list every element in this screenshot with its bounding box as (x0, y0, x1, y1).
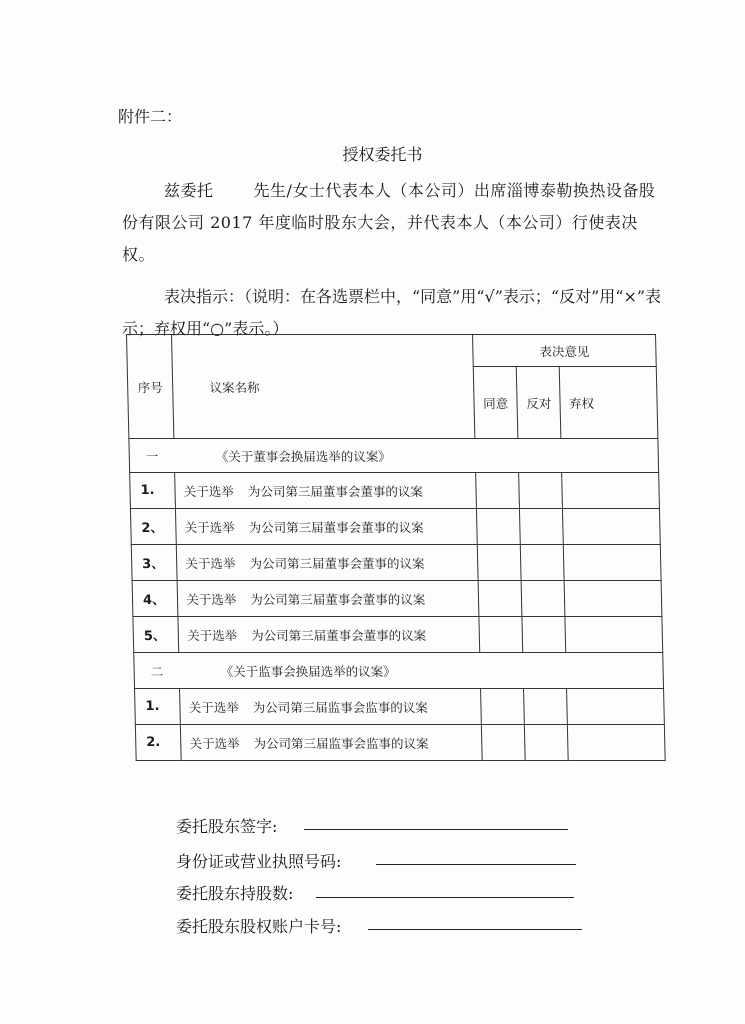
agree-cell[interactable] (476, 509, 520, 545)
oppose-cell[interactable] (519, 473, 563, 509)
oppose-cell[interactable] (521, 581, 565, 617)
seq-header: 序号 (127, 335, 175, 439)
table-row: 5、 关于选举 为公司第三届董事会董事的议案 (133, 617, 663, 653)
document-title: 授权委托书 (342, 145, 423, 164)
abstain-header: 弃权 (560, 367, 658, 439)
account-number-label: 委托股东股权账户卡号: (176, 917, 342, 936)
vote-instruction-paragraph: 表决指示：（说明：在各选票栏中，“同意”用“√”表示；“反对”用“×”表示；弃权用“○”表示。） (122, 287, 662, 338)
agree-cell[interactable] (476, 473, 520, 509)
section-supervisory: 二 《关于监事会换届选举的议案》 (134, 653, 664, 689)
agree-header: 同意 (473, 367, 518, 439)
oppose-cell[interactable] (524, 689, 568, 725)
agree-cell[interactable] (479, 617, 523, 653)
table-row: 1. 关于选举 为公司第三届监事会监事的议案 (135, 689, 665, 725)
abstain-cell[interactable] (567, 689, 664, 725)
abstain-cell[interactable] (563, 509, 660, 545)
table-row: 1. 关于选举 为公司第三届董事会董事的议案 (130, 473, 660, 509)
abstain-cell[interactable] (565, 581, 662, 617)
section-board: 一 《关于董事会换届选举的议案》 (129, 439, 659, 473)
signature-label: 委托股东签字: (176, 817, 278, 836)
shares-held-line[interactable] (316, 897, 574, 898)
oppose-cell[interactable] (520, 545, 564, 581)
agree-cell[interactable] (480, 689, 524, 725)
id-number-label: 身份证或营业执照号码: (176, 852, 342, 871)
id-number-line[interactable] (376, 864, 576, 865)
abstain-cell[interactable] (568, 725, 665, 761)
abstain-cell[interactable] (564, 545, 661, 581)
abstain-cell[interactable] (562, 473, 659, 509)
table-row: 2. 关于选举 为公司第三届监事会监事的议案 (135, 725, 665, 761)
shares-held-label: 委托股东持股数: (176, 884, 294, 903)
agree-cell[interactable] (478, 581, 522, 617)
oppose-cell[interactable] (520, 509, 564, 545)
proposal-name-header: 议案名称 (172, 335, 475, 439)
oppose-cell[interactable] (525, 725, 569, 761)
table-row: 2、 关于选举 为公司第三届董事会董事的议案 (130, 509, 660, 545)
agree-cell[interactable] (477, 545, 521, 581)
annex-label: 附件二： (118, 107, 183, 126)
abstain-cell[interactable] (565, 617, 662, 653)
table-row: 3、 关于选举 为公司第三届董事会董事的议案 (131, 545, 661, 581)
account-number-line[interactable] (368, 929, 582, 930)
vote-table (126, 334, 666, 761)
table-row: 4、 关于选举 为公司第三届董事会董事的议案 (132, 581, 662, 617)
oppose-header: 反对 (516, 367, 561, 439)
signature-line[interactable] (304, 829, 568, 830)
oppose-cell[interactable] (522, 617, 566, 653)
agree-cell[interactable] (481, 725, 525, 761)
entrust-paragraph: 兹委托 先生/女士代表本人（本公司）出席淄博泰勒换热设备股份有限公司 2017 年度临时股东大会，并代表本人（本公司）行使表决权。 (122, 181, 656, 264)
vote-opinion-header: 表决意见 (472, 335, 656, 367)
